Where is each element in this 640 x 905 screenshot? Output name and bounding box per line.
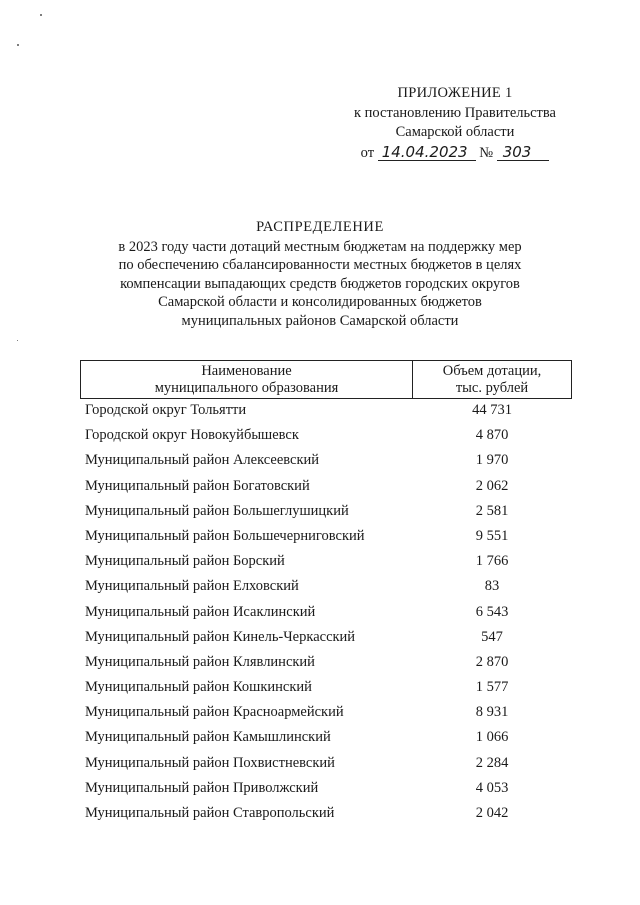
scan-speck bbox=[17, 340, 18, 341]
subsidy-amount: 6 543 bbox=[475, 603, 509, 620]
table-row bbox=[80, 501, 572, 526]
subsidy-amount: 1 970 bbox=[475, 452, 509, 469]
subsidy-amount: 8 931 bbox=[475, 704, 509, 721]
appendix-block bbox=[330, 84, 580, 163]
table-row bbox=[80, 526, 572, 551]
table-row bbox=[80, 576, 572, 601]
table-header bbox=[80, 360, 572, 399]
appendix-line-1: к постановлению Правительства bbox=[354, 104, 556, 121]
subsidy-amount: 4 870 bbox=[475, 427, 509, 444]
table-body bbox=[80, 399, 572, 828]
appendix-line-2: Самарской области bbox=[395, 124, 515, 140]
table-row bbox=[80, 702, 572, 727]
table-row bbox=[80, 551, 572, 576]
title-line: муниципальных районов Самарской области bbox=[181, 312, 459, 329]
title-line: Самарской области и консолидированных бюджетов bbox=[158, 294, 482, 310]
municipality-name: Муниципальный район Похвистневский bbox=[85, 754, 335, 771]
handwritten-date: 14.04.2023 bbox=[378, 145, 476, 161]
appendix-date-row bbox=[330, 144, 580, 164]
municipality-name: Муниципальный район Кошкинский bbox=[85, 679, 312, 696]
table-row bbox=[80, 803, 572, 828]
municipality-name: Муниципальный район Большечерниговский bbox=[85, 527, 365, 544]
subsidy-amount: 2 284 bbox=[475, 754, 509, 771]
municipality-name: Муниципальный район Камышлинский bbox=[85, 729, 331, 746]
municipality-name: Муниципальный район Ставропольский bbox=[85, 805, 335, 821]
subsidy-amount: 83 bbox=[484, 578, 500, 595]
number-prefix: № bbox=[479, 144, 494, 161]
table-row bbox=[80, 652, 572, 677]
scan-speck bbox=[17, 44, 19, 46]
table-row bbox=[80, 602, 572, 627]
municipality-name: Муниципальный район Клявлинский bbox=[85, 653, 315, 670]
subsidy-amount: 2 581 bbox=[475, 502, 509, 519]
subsidy-amount: 1 066 bbox=[475, 729, 509, 746]
subsidy-amount: 547 bbox=[481, 628, 503, 645]
subsidy-amount: 44 731 bbox=[472, 402, 512, 418]
table-row bbox=[80, 753, 572, 778]
municipality-name: Муниципальный район Алексеевский bbox=[85, 452, 320, 469]
table-row bbox=[80, 400, 572, 425]
header-amount-line: Объем дотации, bbox=[442, 363, 542, 379]
handwritten-number: 303 bbox=[497, 145, 550, 161]
municipality-name: Муниципальный район Елховский bbox=[85, 578, 299, 595]
title-line: в 2023 году части дотаций местным бюджетам на поддержку мер bbox=[118, 238, 522, 255]
municipality-name: Муниципальный район Богатовский bbox=[85, 477, 310, 494]
municipality-name: Городской округ Новокуйбышевск bbox=[85, 427, 299, 444]
municipality-name: Муниципальный район Большеглушицкий bbox=[85, 502, 349, 519]
document-title-block bbox=[60, 218, 580, 330]
municipality-name: Муниципальный район Приволжский bbox=[85, 779, 319, 796]
table-row bbox=[80, 450, 572, 475]
subsidy-amount: 1 766 bbox=[475, 553, 509, 570]
table-row bbox=[80, 627, 572, 652]
date-prefix: от bbox=[360, 144, 375, 161]
document-title: РАСПРЕДЕЛЕНИЕ bbox=[256, 219, 384, 235]
municipality-name: Городской округ Тольятти bbox=[85, 402, 247, 418]
municipality-name: Муниципальный район Исаклинский bbox=[85, 603, 316, 620]
municipality-name: Муниципальный район Кинель-Черкасский bbox=[85, 628, 356, 645]
table-row bbox=[80, 677, 572, 702]
header-amount-line: тыс. рублей bbox=[455, 380, 529, 396]
subsidy-amount: 2 870 bbox=[475, 653, 509, 670]
subsidy-amount: 1 577 bbox=[475, 679, 509, 696]
table-row bbox=[80, 476, 572, 501]
subsidy-amount: 2 042 bbox=[475, 805, 509, 821]
header-municipality-line: муниципального образования bbox=[154, 380, 339, 396]
title-line: компенсации выпадающих средств бюджетов городских округов bbox=[120, 275, 520, 292]
title-line: по обеспечению сбалансированности местных бюджетов в целях bbox=[118, 257, 522, 273]
allocation-table bbox=[80, 360, 572, 828]
table-row bbox=[80, 727, 572, 752]
header-amount bbox=[413, 361, 571, 398]
table-row bbox=[80, 778, 572, 803]
municipality-name: Муниципальный район Красноармейский bbox=[85, 704, 344, 721]
appendix-heading: ПРИЛОЖЕНИЕ 1 bbox=[397, 85, 513, 101]
scan-speck bbox=[40, 14, 42, 16]
header-municipality bbox=[81, 361, 413, 398]
header-municipality-line: Наименование bbox=[201, 363, 292, 379]
table-row bbox=[80, 425, 572, 450]
municipality-name: Муниципальный район Борский bbox=[85, 553, 285, 570]
subsidy-amount: 4 053 bbox=[475, 779, 509, 796]
subsidy-amount: 9 551 bbox=[475, 527, 509, 544]
subsidy-amount: 2 062 bbox=[475, 477, 509, 494]
